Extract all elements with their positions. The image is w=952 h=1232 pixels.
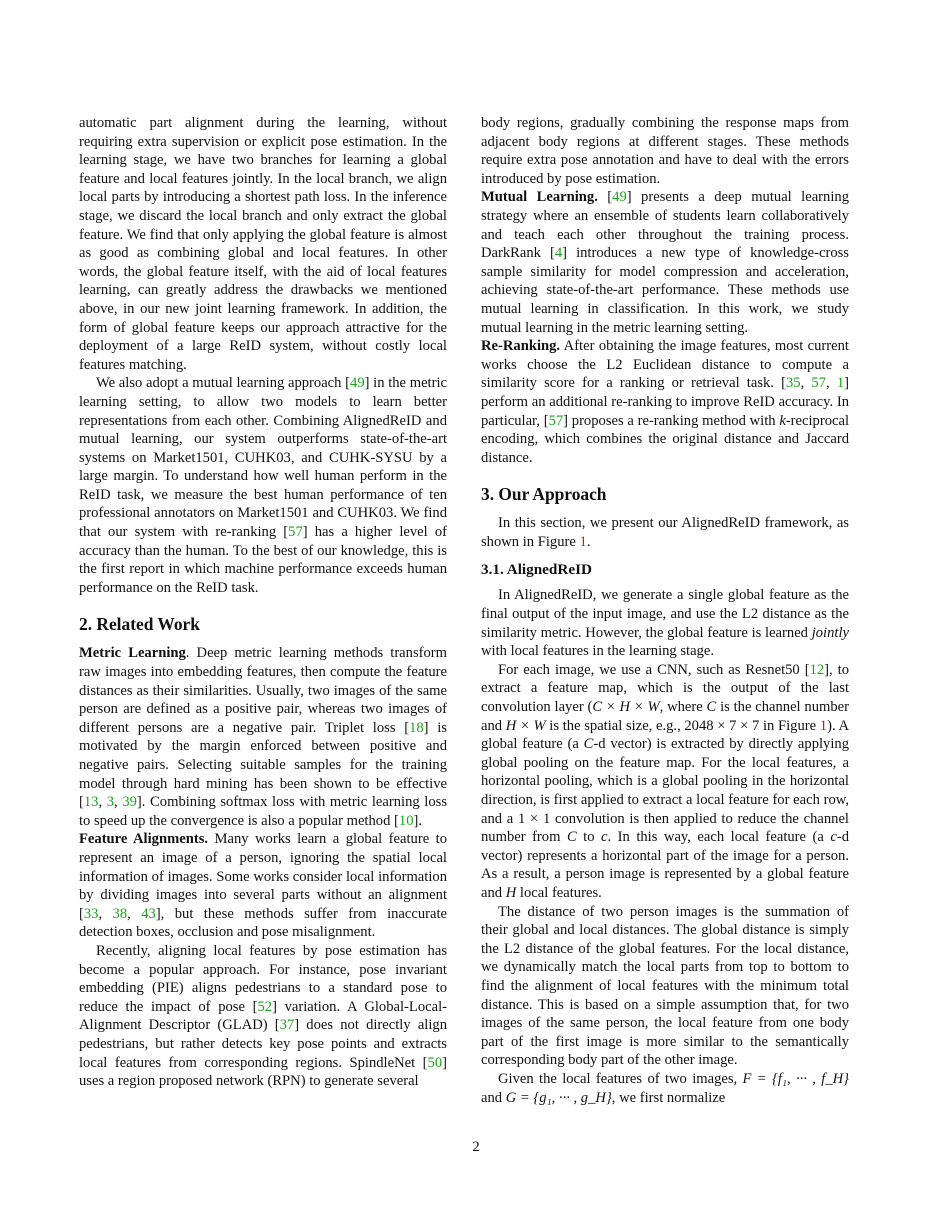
- citation-link[interactable]: 50: [427, 1054, 443, 1071]
- run-in-title: Re-Ranking.: [481, 338, 561, 355]
- math-symbol: c: [830, 829, 837, 846]
- citation-link[interactable]: 57: [811, 375, 827, 392]
- subsection-heading-alignedreid: 3.1. AlignedReID: [481, 561, 592, 579]
- alignedreid-paragraph-2: For each image, we use a CNN, such as Resnet50 [12], to extract a feature map, which is the output of the last convolution layer (C × H × W, where C is the channel number and H × W is the spatial size, e.g., 2048 × 7 × 7 in Figure 1). A global feature (a C-d vector) is extracted by directly applying global pooling on the feature map. For the local features, a horizontal pooling, which is a global pooling in the horizontal direction, is first applied to extract a local feature for each row, and a 1 × 1 convolution is then applied to reduce the channel number from C to c. In this way, each local feature (a c-d vector) represents a horizontal part of the image for a person. As a result, a person image is represented by a global feature and H local features.: [481, 661, 850, 901]
- citation-link[interactable]: 57: [288, 524, 303, 541]
- re-ranking-paragraph: Re-Ranking. After obtaining the image features, most current works choose the L2 Euclidean distance to compute a similarity score for a ranking or retrieval task. [35, 57, 1] perform an additional re-ranking to improve ReID accuracy. In particular, [57] proposes a re-ranking method with k-reciprocal encoding, which combines the original distance and Jaccard distance.: [481, 338, 850, 466]
- section-heading-related-work: 2. Related Work: [79, 614, 200, 635]
- mutual-learning-intro-paragraph: We also adopt a mutual learning approach [49] in the metric learning setting, to allow two models to learn better representations from each other. Combining AlignedReID and mutual learning, our system outperforms state-of-the-art systems on Market1501, CUHK03, and CUHK-SYSU by a large margin. To understand how well human perform in the ReID task, we measure the best human performance of ten professional annotators on Market1501 and CUHK03. We find that our system with re-ranking [57] has a higher level of accuracy than the human. To the best of our knowledge, this is the first report in which machine performance exceeds human performance on the ReID task.: [79, 375, 447, 596]
- math-expression: F = {f₁, ··· , f_H}: [742, 1070, 849, 1087]
- citation-link[interactable]: 39: [122, 794, 137, 811]
- section-heading-our-approach: 3. Our Approach: [481, 484, 607, 505]
- citation-link[interactable]: 33: [83, 905, 99, 922]
- math-symbol: k: [779, 412, 786, 429]
- feature-alignments-paragraph: Feature Alignments. Many works learn a global feature to represent an image of a person, ignoring the spatial local information of images. Some works consider local information by dividing images into several parts without an alignment [33, 38, 43], but these methods suffer from inaccurate detection boxes, occlusion and pose misalignment.: [79, 831, 448, 941]
- citation-link[interactable]: 18: [409, 719, 424, 736]
- citation-link[interactable]: 4: [554, 245, 563, 262]
- alignedreid-paragraph-3: The distance of two person images is the summation of their global and local distances. The global distance is simply the L2 distance of the global features. For the local distance, we dynamically match the local parts from top to bottom to find the alignment of local features with the minimum total distance. This is based on a simple assumption that, for two images of the same person, the local feature from one body part of the first image is more similar to the semantically corresponding body part of the other image.: [481, 903, 849, 1069]
- run-in-title: Mutual Learning.: [481, 189, 598, 206]
- math-symbol: H: [505, 884, 517, 901]
- figure-reference-link[interactable]: 1: [819, 717, 828, 734]
- right-column: [481, 114, 849, 1107]
- metric-learning-paragraph: Metric Learning. Deep metric learning methods transform raw images into embedding features, then compute the feature distances as their similarities. Usually, two images of the same person are defined as a positive pair, whereas two images of different persons are a negative pair. Triplet loss [18] is motivated by the margin enforced between positive and negative pairs. Selecting suitable samples for the training model through hard mining has been shown to be effective [13, 3, 39]. Combining softmax loss with metric learning loss to speed up the convergence is also a popular method [10].: [79, 645, 447, 829]
- citation-link[interactable]: 43: [141, 905, 156, 922]
- alignedreid-paragraph-1: In AlignedReID, we generate a single global feature as the final output of the input image, and use the L2 distance as the similarity metric. However, the global feature is learned jointly with local features in the learning stage.: [481, 587, 849, 660]
- citation-link[interactable]: 38: [112, 905, 128, 922]
- math-symbol: C: [583, 736, 594, 753]
- citation-link[interactable]: 49: [350, 375, 365, 392]
- math-symbol: C: [566, 829, 577, 846]
- run-in-title: Feature Alignments.: [79, 831, 209, 848]
- citation-link[interactable]: 37: [279, 1017, 295, 1034]
- pose-paragraph-continued: body regions, gradually combining the response maps from adjacent body regions at different stages. These methods require extra pose annotation and have to deal with the errors introduced by pose estimation.: [481, 115, 849, 187]
- citation-link[interactable]: 3: [106, 794, 115, 811]
- math-symbol: c: [601, 829, 608, 846]
- citation-link[interactable]: 35: [786, 375, 801, 392]
- intro-paragraph-continued: automatic part alignment during the learning, without requiring extra supervision or explicit pose estimation. In the learning stage, we have two branches for learning a global feature and local features jointly. In the local branch, we align local parts by introducing a shortest path loss. In the inference stage, we discard the local branch and only extract the global feature. We find that only applying the global feature is almost as good as combining global and local features. In other words, the global feature itself, with the aid of local features learning, can greatly address the drawbacks we mentioned above, in our new joint learning framework. In addition, the form of global feature keeps our approach attractive for the deployment of a large ReID system, without costly local features matching.: [79, 115, 447, 373]
- math-expression: G = {g₁, ··· , g_H}: [505, 1089, 612, 1106]
- citation-link[interactable]: 10: [398, 812, 414, 829]
- left-column: [79, 114, 447, 1091]
- citation-link[interactable]: 1: [836, 375, 845, 392]
- math-expression: C × H × W: [592, 699, 660, 716]
- citation-link[interactable]: 13: [83, 794, 99, 811]
- citation-link[interactable]: 57: [548, 412, 564, 429]
- citation-link[interactable]: 52: [257, 998, 273, 1015]
- mutual-learning-paragraph: Mutual Learning. [49] presents a deep mutual learning strategy where an ensemble of students learn collaboratively and teach each other throughout the training process. DarkRank [4] introduces a new type of knowledge-cross sample similarity for model compression and acceleration, achieving state-of-the-art performance. These methods use mutual learning in classification. In this work, we study mutual learning in the metric learning setting.: [481, 189, 849, 336]
- citation-link[interactable]: 12: [809, 661, 825, 678]
- math-symbol: C: [706, 699, 717, 716]
- approach-intro-paragraph: In this section, we present our AlignedReID framework, as shown in Figure 1.: [481, 515, 849, 550]
- pose-alignment-paragraph: Recently, aligning local features by pose estimation has become a popular approach. For instance, pose invariant embedding (PIE) aligns pedestrians to a standard pose to reduce the impact of pose [52] variation. A Global-Local-Alignment Descriptor (GLAD) [37] does not directly align pedestrians, but rather detects key pose points and extracts local features from corresponding regions. SpindleNet [50] uses a region proposed network (RPN) to generate several: [79, 942, 447, 1090]
- page-number: 2: [472, 1139, 480, 1155]
- run-in-title: Metric Learning: [79, 645, 186, 662]
- citation-link[interactable]: 49: [612, 189, 627, 206]
- alignedreid-paragraph-4: Given the local features of two images, F = {f₁, ··· , f_H} and G = {g₁, ··· , g_H}, we first normalize: [481, 1070, 849, 1106]
- figure-reference-link[interactable]: 1: [579, 533, 587, 550]
- math-expression: H × W: [505, 717, 546, 734]
